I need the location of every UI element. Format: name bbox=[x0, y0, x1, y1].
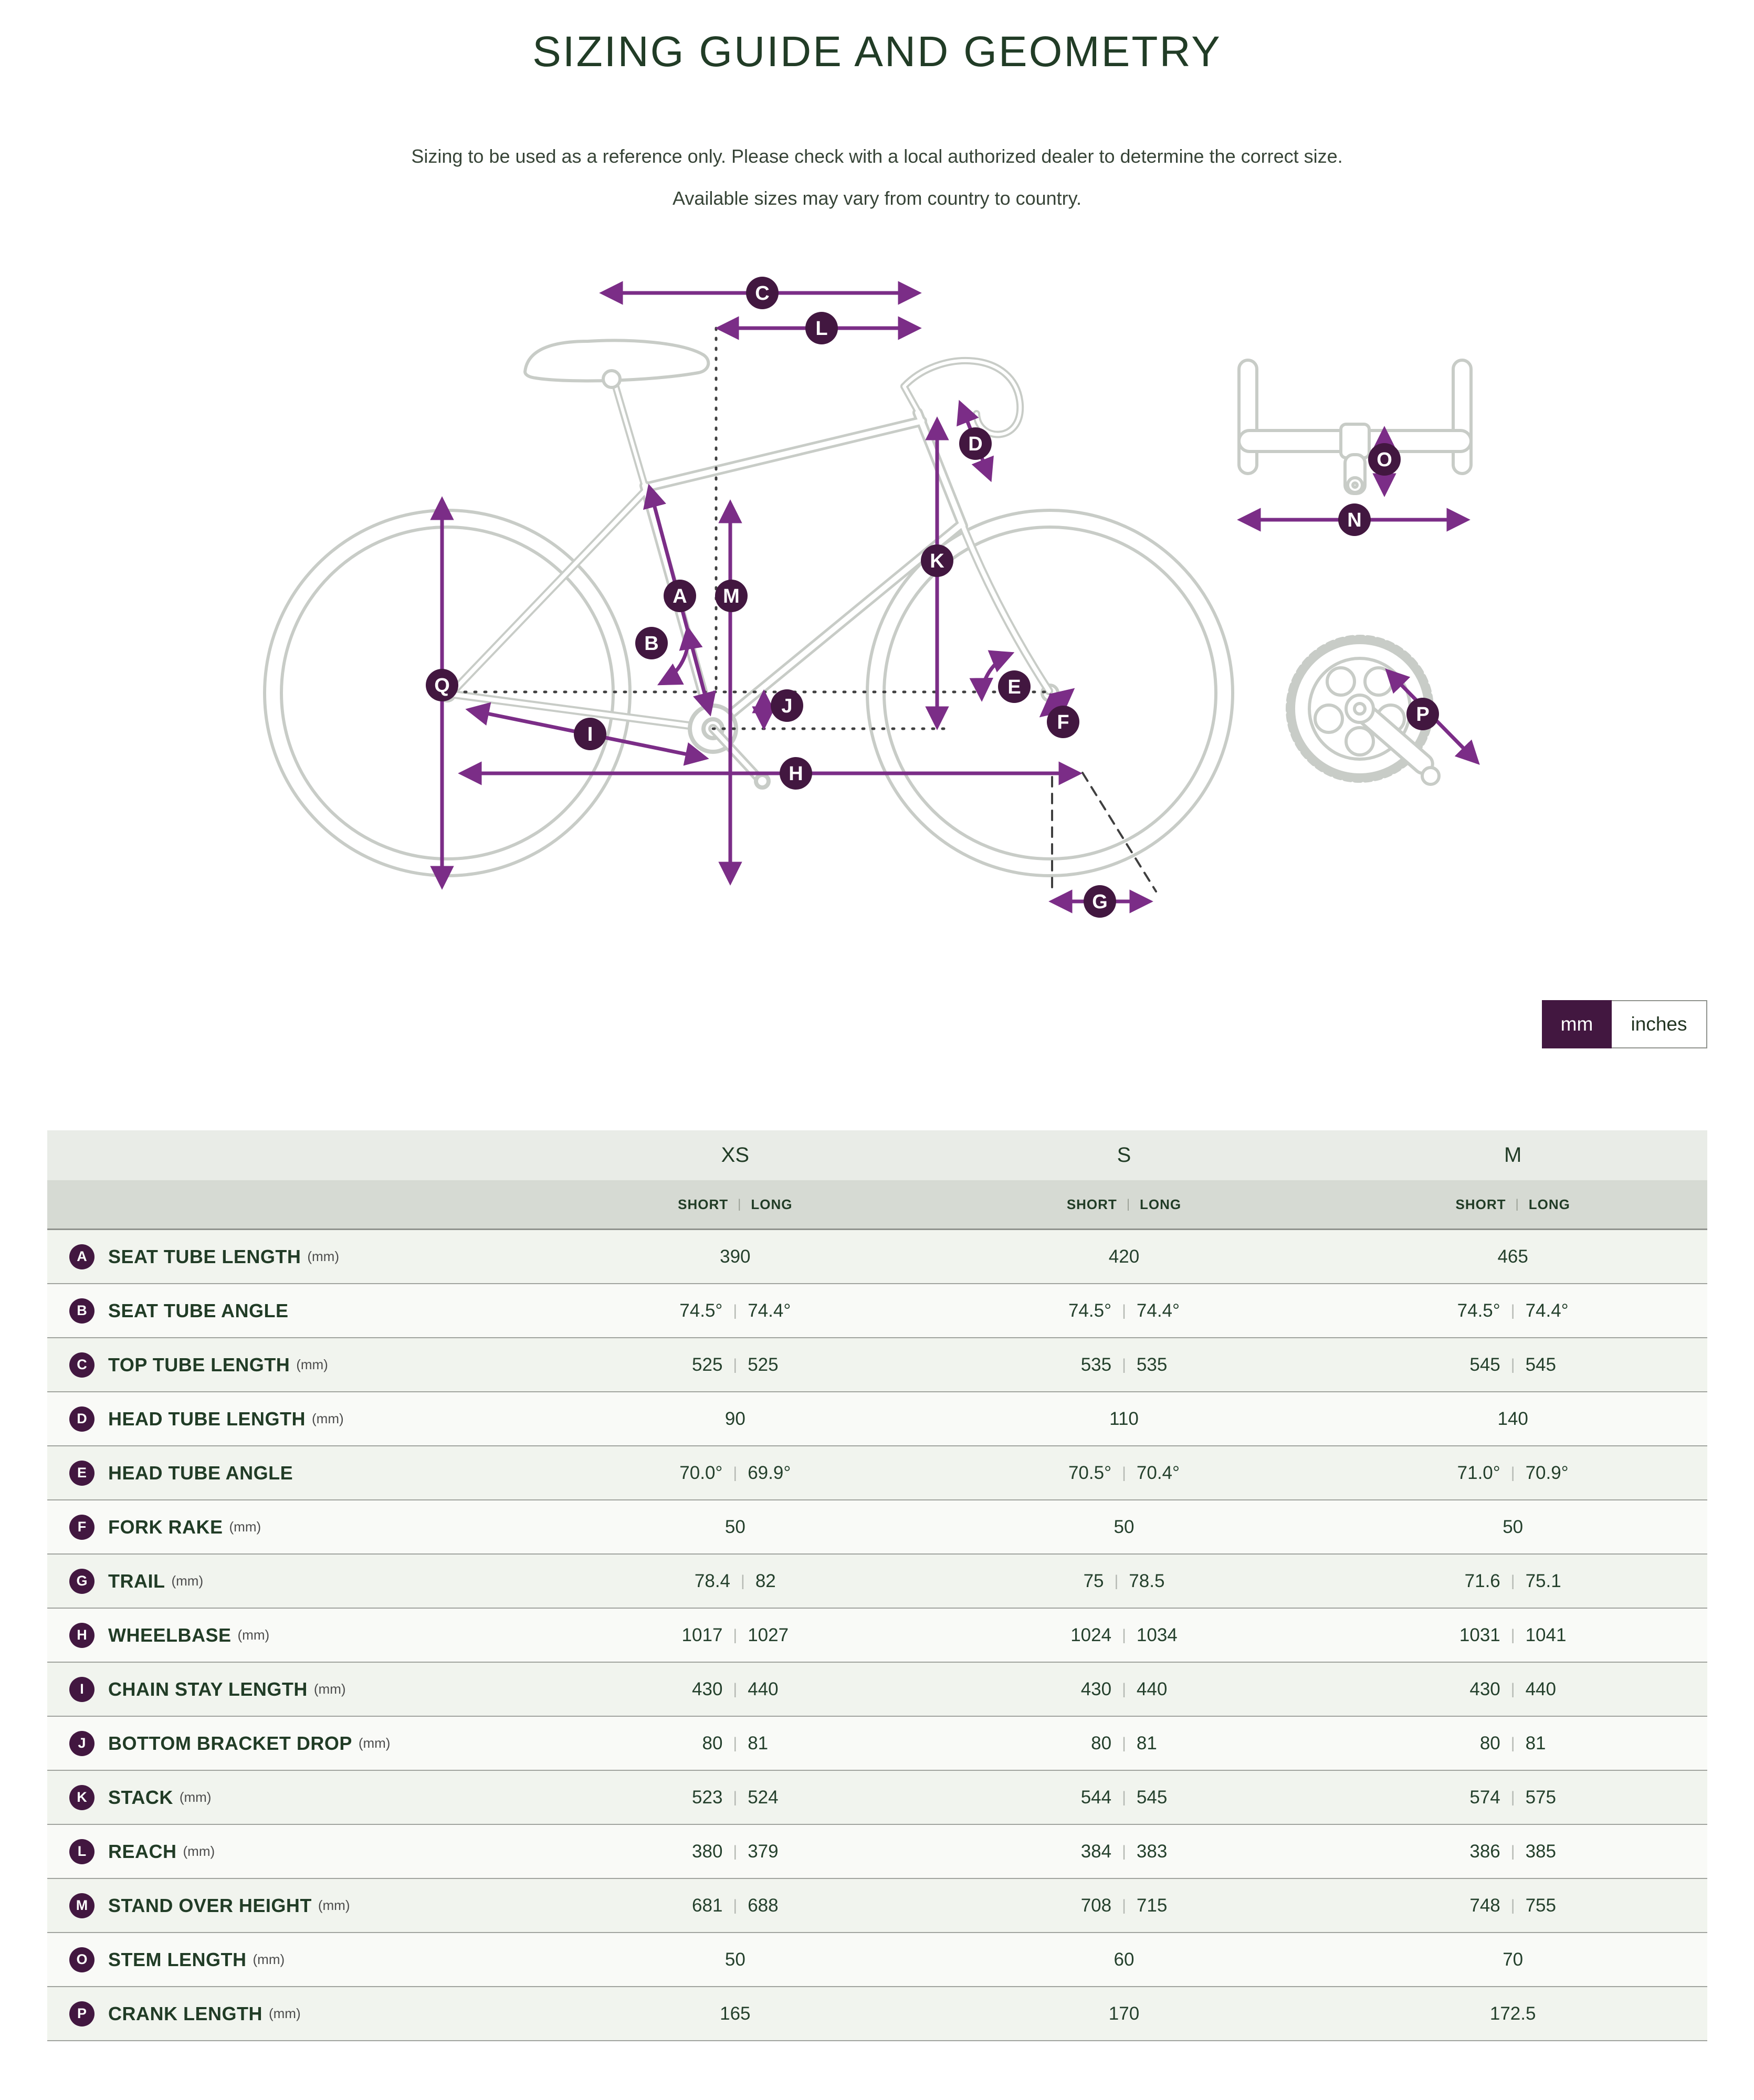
row-letter-badge: E bbox=[69, 1461, 94, 1486]
page-subtitle bbox=[0, 135, 1754, 219]
value: 71.0° bbox=[1457, 1462, 1500, 1483]
table-row bbox=[47, 1230, 1707, 1284]
value: 90 bbox=[724, 1408, 745, 1429]
value: 715 bbox=[1136, 1895, 1168, 1916]
value: 70.4° bbox=[1136, 1462, 1180, 1483]
value: 78.4 bbox=[694, 1570, 731, 1591]
table-row bbox=[47, 1933, 1707, 1987]
value-cell-m bbox=[1318, 1409, 1707, 1430]
separator: | bbox=[1122, 1626, 1126, 1644]
separator: | bbox=[1510, 1301, 1515, 1319]
value: 74.4° bbox=[748, 1300, 791, 1321]
value: 81 bbox=[1136, 1732, 1157, 1754]
value-cell-xs bbox=[541, 2003, 930, 2024]
measurement-arrows bbox=[442, 293, 1477, 901]
value-cell-xs bbox=[541, 1300, 930, 1321]
value: 383 bbox=[1136, 1841, 1168, 1862]
value-cell-s bbox=[930, 1246, 1319, 1267]
bike-drawing bbox=[265, 340, 1471, 876]
value-cell-xs bbox=[541, 1787, 930, 1808]
spec-label: STACK bbox=[108, 1786, 173, 1808]
row-letter-badge: K bbox=[69, 1785, 94, 1810]
separator: | bbox=[1510, 1896, 1515, 1914]
value-cell-xs bbox=[541, 1679, 930, 1700]
value: 50 bbox=[724, 1949, 745, 1970]
value: 165 bbox=[720, 2003, 751, 2024]
value: 1031 bbox=[1459, 1624, 1500, 1645]
spec-unit: (mm) bbox=[268, 2006, 301, 2021]
spec-label-cell bbox=[47, 1298, 541, 1324]
handlebar-top-view bbox=[1239, 360, 1471, 494]
value: 50 bbox=[1114, 1516, 1135, 1537]
value: 535 bbox=[1136, 1354, 1168, 1375]
variant-header-m: SHORT | LONG bbox=[1455, 1196, 1570, 1212]
value-cell-xs bbox=[541, 1409, 930, 1430]
diagram-badge-n bbox=[1338, 503, 1371, 536]
spec-label: SEAT TUBE LENGTH bbox=[108, 1245, 301, 1267]
separator: | bbox=[733, 1842, 738, 1860]
spec-label-cell bbox=[47, 1569, 541, 1594]
value-cell-xs bbox=[541, 1895, 930, 1916]
value: 545 bbox=[1525, 1354, 1556, 1375]
row-letter-badge: H bbox=[69, 1623, 94, 1648]
value: 75.1 bbox=[1525, 1570, 1561, 1591]
value: 440 bbox=[1525, 1678, 1556, 1699]
separator: | bbox=[1126, 1197, 1131, 1211]
saddle-icon bbox=[525, 340, 708, 387]
spec-label-cell bbox=[47, 1947, 541, 1972]
svg-text:M: M bbox=[723, 585, 740, 607]
separator: | bbox=[1122, 1788, 1126, 1806]
value: 544 bbox=[1080, 1787, 1112, 1808]
diagram-badge-j bbox=[771, 689, 803, 722]
spec-label-cell bbox=[47, 1839, 541, 1864]
value-cell-m bbox=[1318, 1895, 1707, 1916]
diagram-badge-d bbox=[959, 427, 992, 460]
value-cell-m bbox=[1318, 1625, 1707, 1646]
value: 523 bbox=[692, 1787, 723, 1808]
spec-label-cell bbox=[47, 1623, 541, 1648]
svg-text:N: N bbox=[1347, 509, 1362, 531]
spec-label-cell bbox=[47, 1352, 541, 1378]
spec-label: FORK RAKE bbox=[108, 1516, 223, 1538]
value: 379 bbox=[748, 1841, 779, 1862]
svg-text:B: B bbox=[644, 633, 659, 655]
value-cell-s bbox=[930, 1409, 1319, 1430]
value-cell-xs bbox=[541, 1246, 930, 1267]
value-cell-m bbox=[1318, 1354, 1707, 1376]
spec-label-cell bbox=[47, 2001, 541, 2026]
value: 1034 bbox=[1136, 1624, 1178, 1645]
value: 525 bbox=[748, 1354, 779, 1375]
spec-label-cell bbox=[47, 1785, 541, 1810]
spec-label-cell bbox=[47, 1461, 541, 1486]
value-cell-s bbox=[930, 1841, 1319, 1862]
separator: | bbox=[733, 1896, 738, 1914]
value-cell-m bbox=[1318, 1463, 1707, 1484]
value: 74.5° bbox=[1457, 1300, 1500, 1321]
diagram-badge-f bbox=[1047, 706, 1079, 738]
value-cell-xs bbox=[541, 1949, 930, 1970]
row-letter-badge: O bbox=[69, 1947, 94, 1972]
diagram-badge-b bbox=[635, 627, 668, 659]
separator: | bbox=[1510, 1842, 1515, 1860]
table-row bbox=[47, 1446, 1707, 1500]
value-cell-s bbox=[930, 1787, 1319, 1808]
table-row bbox=[47, 1555, 1707, 1609]
spec-label-cell bbox=[47, 1677, 541, 1702]
row-letter-badge: M bbox=[69, 1893, 94, 1918]
value: 78.5 bbox=[1129, 1570, 1165, 1591]
units-mm-button[interactable]: mm bbox=[1542, 1000, 1612, 1048]
value: 430 bbox=[692, 1678, 723, 1699]
value: 70.5° bbox=[1068, 1462, 1112, 1483]
spec-unit: (mm) bbox=[307, 1248, 339, 1264]
table-row bbox=[47, 1879, 1707, 1933]
row-letter-badge: C bbox=[69, 1352, 94, 1378]
svg-text:C: C bbox=[755, 282, 770, 304]
value: 748 bbox=[1469, 1895, 1500, 1916]
spec-unit: (mm) bbox=[296, 1357, 328, 1372]
row-letter-badge: G bbox=[69, 1569, 94, 1594]
value: 71.6 bbox=[1464, 1570, 1500, 1591]
page-title: SIZING GUIDE AND GEOMETRY bbox=[532, 28, 1222, 76]
value: 575 bbox=[1525, 1787, 1556, 1808]
value: 74.5° bbox=[1068, 1300, 1112, 1321]
value: 1017 bbox=[681, 1624, 723, 1645]
value: 390 bbox=[720, 1246, 751, 1267]
svg-text:D: D bbox=[968, 433, 983, 455]
value: 172.5 bbox=[1489, 2003, 1536, 2024]
separator: | bbox=[733, 1626, 738, 1644]
diagram-badge-q bbox=[426, 669, 458, 701]
value-cell-m bbox=[1318, 1517, 1707, 1538]
spec-unit: (mm) bbox=[229, 1519, 261, 1535]
spec-label-cell bbox=[47, 1731, 541, 1756]
value: 74.5° bbox=[679, 1300, 723, 1321]
separator: | bbox=[1510, 1788, 1515, 1806]
table-row bbox=[47, 1717, 1707, 1771]
value: 380 bbox=[692, 1841, 723, 1862]
value-cell-m bbox=[1318, 1949, 1707, 1970]
value-cell-s bbox=[930, 1571, 1319, 1592]
value-cell-m bbox=[1318, 1571, 1707, 1592]
diagram-badge-l bbox=[805, 312, 838, 344]
value: 524 bbox=[748, 1787, 779, 1808]
value-cell-xs bbox=[541, 1571, 930, 1592]
spec-label-cell bbox=[47, 1244, 541, 1269]
value-cell-m bbox=[1318, 1841, 1707, 1862]
value-cell-s bbox=[930, 1463, 1319, 1484]
spec-unit: (mm) bbox=[253, 1951, 285, 1967]
separator: | bbox=[733, 1301, 738, 1319]
value: 681 bbox=[692, 1895, 723, 1916]
row-letter-badge: L bbox=[69, 1839, 94, 1864]
value-cell-m bbox=[1318, 1246, 1707, 1267]
spec-label: TOP TUBE LENGTH bbox=[108, 1353, 290, 1376]
value: 688 bbox=[748, 1895, 779, 1916]
diagram-badge-h bbox=[780, 757, 812, 790]
separator: | bbox=[738, 1197, 742, 1211]
value-cell-s bbox=[930, 1517, 1319, 1538]
geometry-table bbox=[47, 1130, 1707, 2041]
separator: | bbox=[1122, 1896, 1126, 1914]
separator: | bbox=[1122, 1842, 1126, 1860]
separator: | bbox=[1510, 1464, 1515, 1482]
variant-header-xs: SHORT | LONG bbox=[678, 1196, 793, 1212]
value: 50 bbox=[1503, 1516, 1524, 1537]
value-cell-m bbox=[1318, 2003, 1707, 2024]
spec-unit: (mm) bbox=[179, 1789, 212, 1805]
diagram-badge-c bbox=[746, 277, 779, 309]
diagram-badge-m bbox=[715, 580, 748, 612]
units-inches-button[interactable]: inches bbox=[1612, 1000, 1707, 1048]
diagram-badge-o bbox=[1368, 443, 1401, 476]
spec-label: HEAD TUBE ANGLE bbox=[108, 1462, 293, 1484]
value: 465 bbox=[1497, 1246, 1528, 1267]
value-cell-xs bbox=[541, 1733, 930, 1754]
row-letter-badge: J bbox=[69, 1731, 94, 1756]
separator: | bbox=[733, 1788, 738, 1806]
spec-label-cell bbox=[47, 1406, 541, 1432]
spec-label: SEAT TUBE ANGLE bbox=[108, 1299, 289, 1321]
separator: | bbox=[1122, 1356, 1126, 1373]
value-cell-xs bbox=[541, 1517, 930, 1538]
value: 50 bbox=[724, 1516, 745, 1537]
spec-label: STEM LENGTH bbox=[108, 1948, 247, 1970]
spec-label: BOTTOM BRACKET DROP bbox=[108, 1732, 352, 1754]
value: 81 bbox=[748, 1732, 769, 1754]
value-cell-s bbox=[930, 1300, 1319, 1321]
spec-unit: (mm) bbox=[171, 1573, 204, 1589]
size-header-m: M bbox=[1504, 1143, 1522, 1167]
value: 755 bbox=[1525, 1895, 1556, 1916]
value-cell-s bbox=[930, 1679, 1319, 1700]
value-cell-s bbox=[930, 1625, 1319, 1646]
table-row bbox=[47, 1500, 1707, 1555]
value-cell-s bbox=[930, 1733, 1319, 1754]
separator: | bbox=[1122, 1680, 1126, 1698]
svg-text:A: A bbox=[673, 585, 687, 607]
value: 80 bbox=[1091, 1732, 1112, 1754]
spec-unit: (mm) bbox=[312, 1411, 344, 1426]
value: 75 bbox=[1083, 1570, 1104, 1591]
spec-label: CHAIN STAY LENGTH bbox=[108, 1678, 308, 1700]
separator: | bbox=[1515, 1197, 1519, 1211]
separator: | bbox=[1510, 1680, 1515, 1698]
value: 525 bbox=[692, 1354, 723, 1375]
value: 81 bbox=[1525, 1732, 1546, 1754]
svg-text:J: J bbox=[781, 695, 793, 717]
separator: | bbox=[1510, 1572, 1515, 1590]
subtitle-line-1: Sizing to be used as a reference only. Please check with a local authorized dealer to determine the correct size. bbox=[411, 145, 1343, 167]
spec-unit: (mm) bbox=[237, 1627, 270, 1643]
table-row bbox=[47, 1392, 1707, 1446]
spec-unit: (mm) bbox=[313, 1681, 346, 1697]
separator: | bbox=[741, 1572, 745, 1590]
svg-text:L: L bbox=[815, 318, 828, 340]
svg-text:O: O bbox=[1377, 449, 1392, 471]
value-cell-s bbox=[930, 2003, 1319, 2024]
value-cell-xs bbox=[541, 1841, 930, 1862]
table-row bbox=[47, 1338, 1707, 1392]
value: 80 bbox=[702, 1732, 723, 1754]
svg-text:Q: Q bbox=[434, 675, 450, 697]
separator: | bbox=[733, 1356, 738, 1373]
row-letter-badge: F bbox=[69, 1515, 94, 1540]
value: 440 bbox=[1136, 1678, 1168, 1699]
row-letter-badge: P bbox=[69, 2001, 94, 2026]
value: 170 bbox=[1108, 2003, 1140, 2024]
value-cell-m bbox=[1318, 1787, 1707, 1808]
value: 80 bbox=[1479, 1732, 1500, 1754]
value: 82 bbox=[755, 1570, 776, 1591]
separator: | bbox=[733, 1734, 738, 1752]
value: 384 bbox=[1080, 1841, 1112, 1862]
geometry-table-body bbox=[47, 1230, 1707, 2041]
value: 1024 bbox=[1070, 1624, 1112, 1645]
size-header-row bbox=[47, 1130, 1707, 1180]
value: 545 bbox=[1136, 1787, 1168, 1808]
value: 420 bbox=[1108, 1246, 1140, 1267]
value: 70.9° bbox=[1525, 1462, 1569, 1483]
separator: | bbox=[1122, 1734, 1126, 1752]
value: 708 bbox=[1080, 1895, 1112, 1916]
value-cell-m bbox=[1318, 1733, 1707, 1754]
svg-text:G: G bbox=[1092, 891, 1108, 913]
table-row bbox=[47, 1987, 1707, 2041]
value: 385 bbox=[1525, 1841, 1556, 1862]
row-letter-badge: B bbox=[69, 1298, 94, 1324]
value: 535 bbox=[1080, 1354, 1112, 1375]
value: 545 bbox=[1469, 1354, 1500, 1375]
size-header-xs: XS bbox=[721, 1143, 749, 1167]
diagram-badge-g bbox=[1084, 885, 1116, 918]
size-header-s: S bbox=[1117, 1143, 1131, 1167]
svg-text:F: F bbox=[1057, 711, 1069, 733]
separator: | bbox=[1510, 1734, 1515, 1752]
spec-unit: (mm) bbox=[358, 1735, 391, 1751]
value: 69.9° bbox=[748, 1462, 791, 1483]
row-letter-badge: A bbox=[69, 1244, 94, 1269]
table-row bbox=[47, 1284, 1707, 1338]
variant-header-s: SHORT | LONG bbox=[1066, 1196, 1182, 1212]
spec-label: TRAIL bbox=[108, 1570, 165, 1592]
table-row bbox=[47, 1609, 1707, 1663]
value-cell-xs bbox=[541, 1625, 930, 1646]
row-letter-badge: D bbox=[69, 1406, 94, 1432]
table-row bbox=[47, 1663, 1707, 1717]
value: 74.4° bbox=[1136, 1300, 1180, 1321]
spec-unit: (mm) bbox=[318, 1897, 350, 1913]
spec-unit: (mm) bbox=[183, 1843, 215, 1859]
value: 1027 bbox=[748, 1624, 789, 1645]
value: 430 bbox=[1469, 1678, 1500, 1699]
value: 110 bbox=[1109, 1408, 1139, 1429]
diagram-badge-i bbox=[574, 718, 606, 750]
table-row bbox=[47, 1825, 1707, 1879]
value: 386 bbox=[1469, 1841, 1500, 1862]
subtitle-line-2: Available sizes may vary from country to country. bbox=[673, 187, 1081, 209]
svg-text:P: P bbox=[1416, 704, 1430, 726]
value-cell-xs bbox=[541, 1463, 930, 1484]
svg-text:I: I bbox=[587, 723, 593, 746]
diagram-badge-a bbox=[664, 580, 696, 612]
spec-label: REACH bbox=[108, 1840, 177, 1862]
svg-text:H: H bbox=[789, 763, 803, 785]
value: 430 bbox=[1080, 1678, 1112, 1699]
separator: | bbox=[733, 1464, 738, 1482]
value-cell-xs bbox=[541, 1354, 930, 1376]
spec-label: HEAD TUBE LENGTH bbox=[108, 1408, 306, 1430]
value: 574 bbox=[1469, 1787, 1500, 1808]
value-cell-s bbox=[930, 1949, 1319, 1970]
separator: | bbox=[1114, 1572, 1119, 1590]
value: 70.0° bbox=[679, 1462, 723, 1483]
value: 70 bbox=[1503, 1949, 1524, 1970]
spec-label: CRANK LENGTH bbox=[108, 2002, 262, 2024]
value-cell-m bbox=[1318, 1679, 1707, 1700]
value: 440 bbox=[748, 1678, 779, 1699]
spec-label: WHEELBASE bbox=[108, 1624, 232, 1646]
svg-text:E: E bbox=[1007, 676, 1021, 698]
variant-header-row bbox=[47, 1180, 1707, 1230]
separator: | bbox=[733, 1680, 738, 1698]
diagram-badge-e bbox=[998, 670, 1031, 703]
geometry-diagram bbox=[0, 226, 1754, 1024]
row-letter-badge: I bbox=[69, 1677, 94, 1702]
separator: | bbox=[1510, 1356, 1515, 1373]
units-toggle bbox=[1542, 1000, 1707, 1048]
spec-label-cell bbox=[47, 1515, 541, 1540]
spec-label: STAND OVER HEIGHT bbox=[108, 1894, 312, 1916]
value: 1041 bbox=[1525, 1624, 1567, 1645]
svg-text:K: K bbox=[930, 550, 944, 572]
diagram-badge-p bbox=[1406, 698, 1439, 730]
value-cell-s bbox=[930, 1895, 1319, 1916]
spec-label-cell bbox=[47, 1893, 541, 1918]
separator: | bbox=[1122, 1301, 1126, 1319]
value-cell-s bbox=[930, 1354, 1319, 1376]
value-cell-m bbox=[1318, 1300, 1707, 1321]
value: 74.4° bbox=[1525, 1300, 1569, 1321]
separator: | bbox=[1510, 1626, 1515, 1644]
value: 140 bbox=[1497, 1408, 1528, 1429]
value: 60 bbox=[1114, 1949, 1135, 1970]
diagram-badge-k bbox=[921, 544, 953, 577]
table-row bbox=[47, 1771, 1707, 1825]
separator: | bbox=[1122, 1464, 1126, 1482]
